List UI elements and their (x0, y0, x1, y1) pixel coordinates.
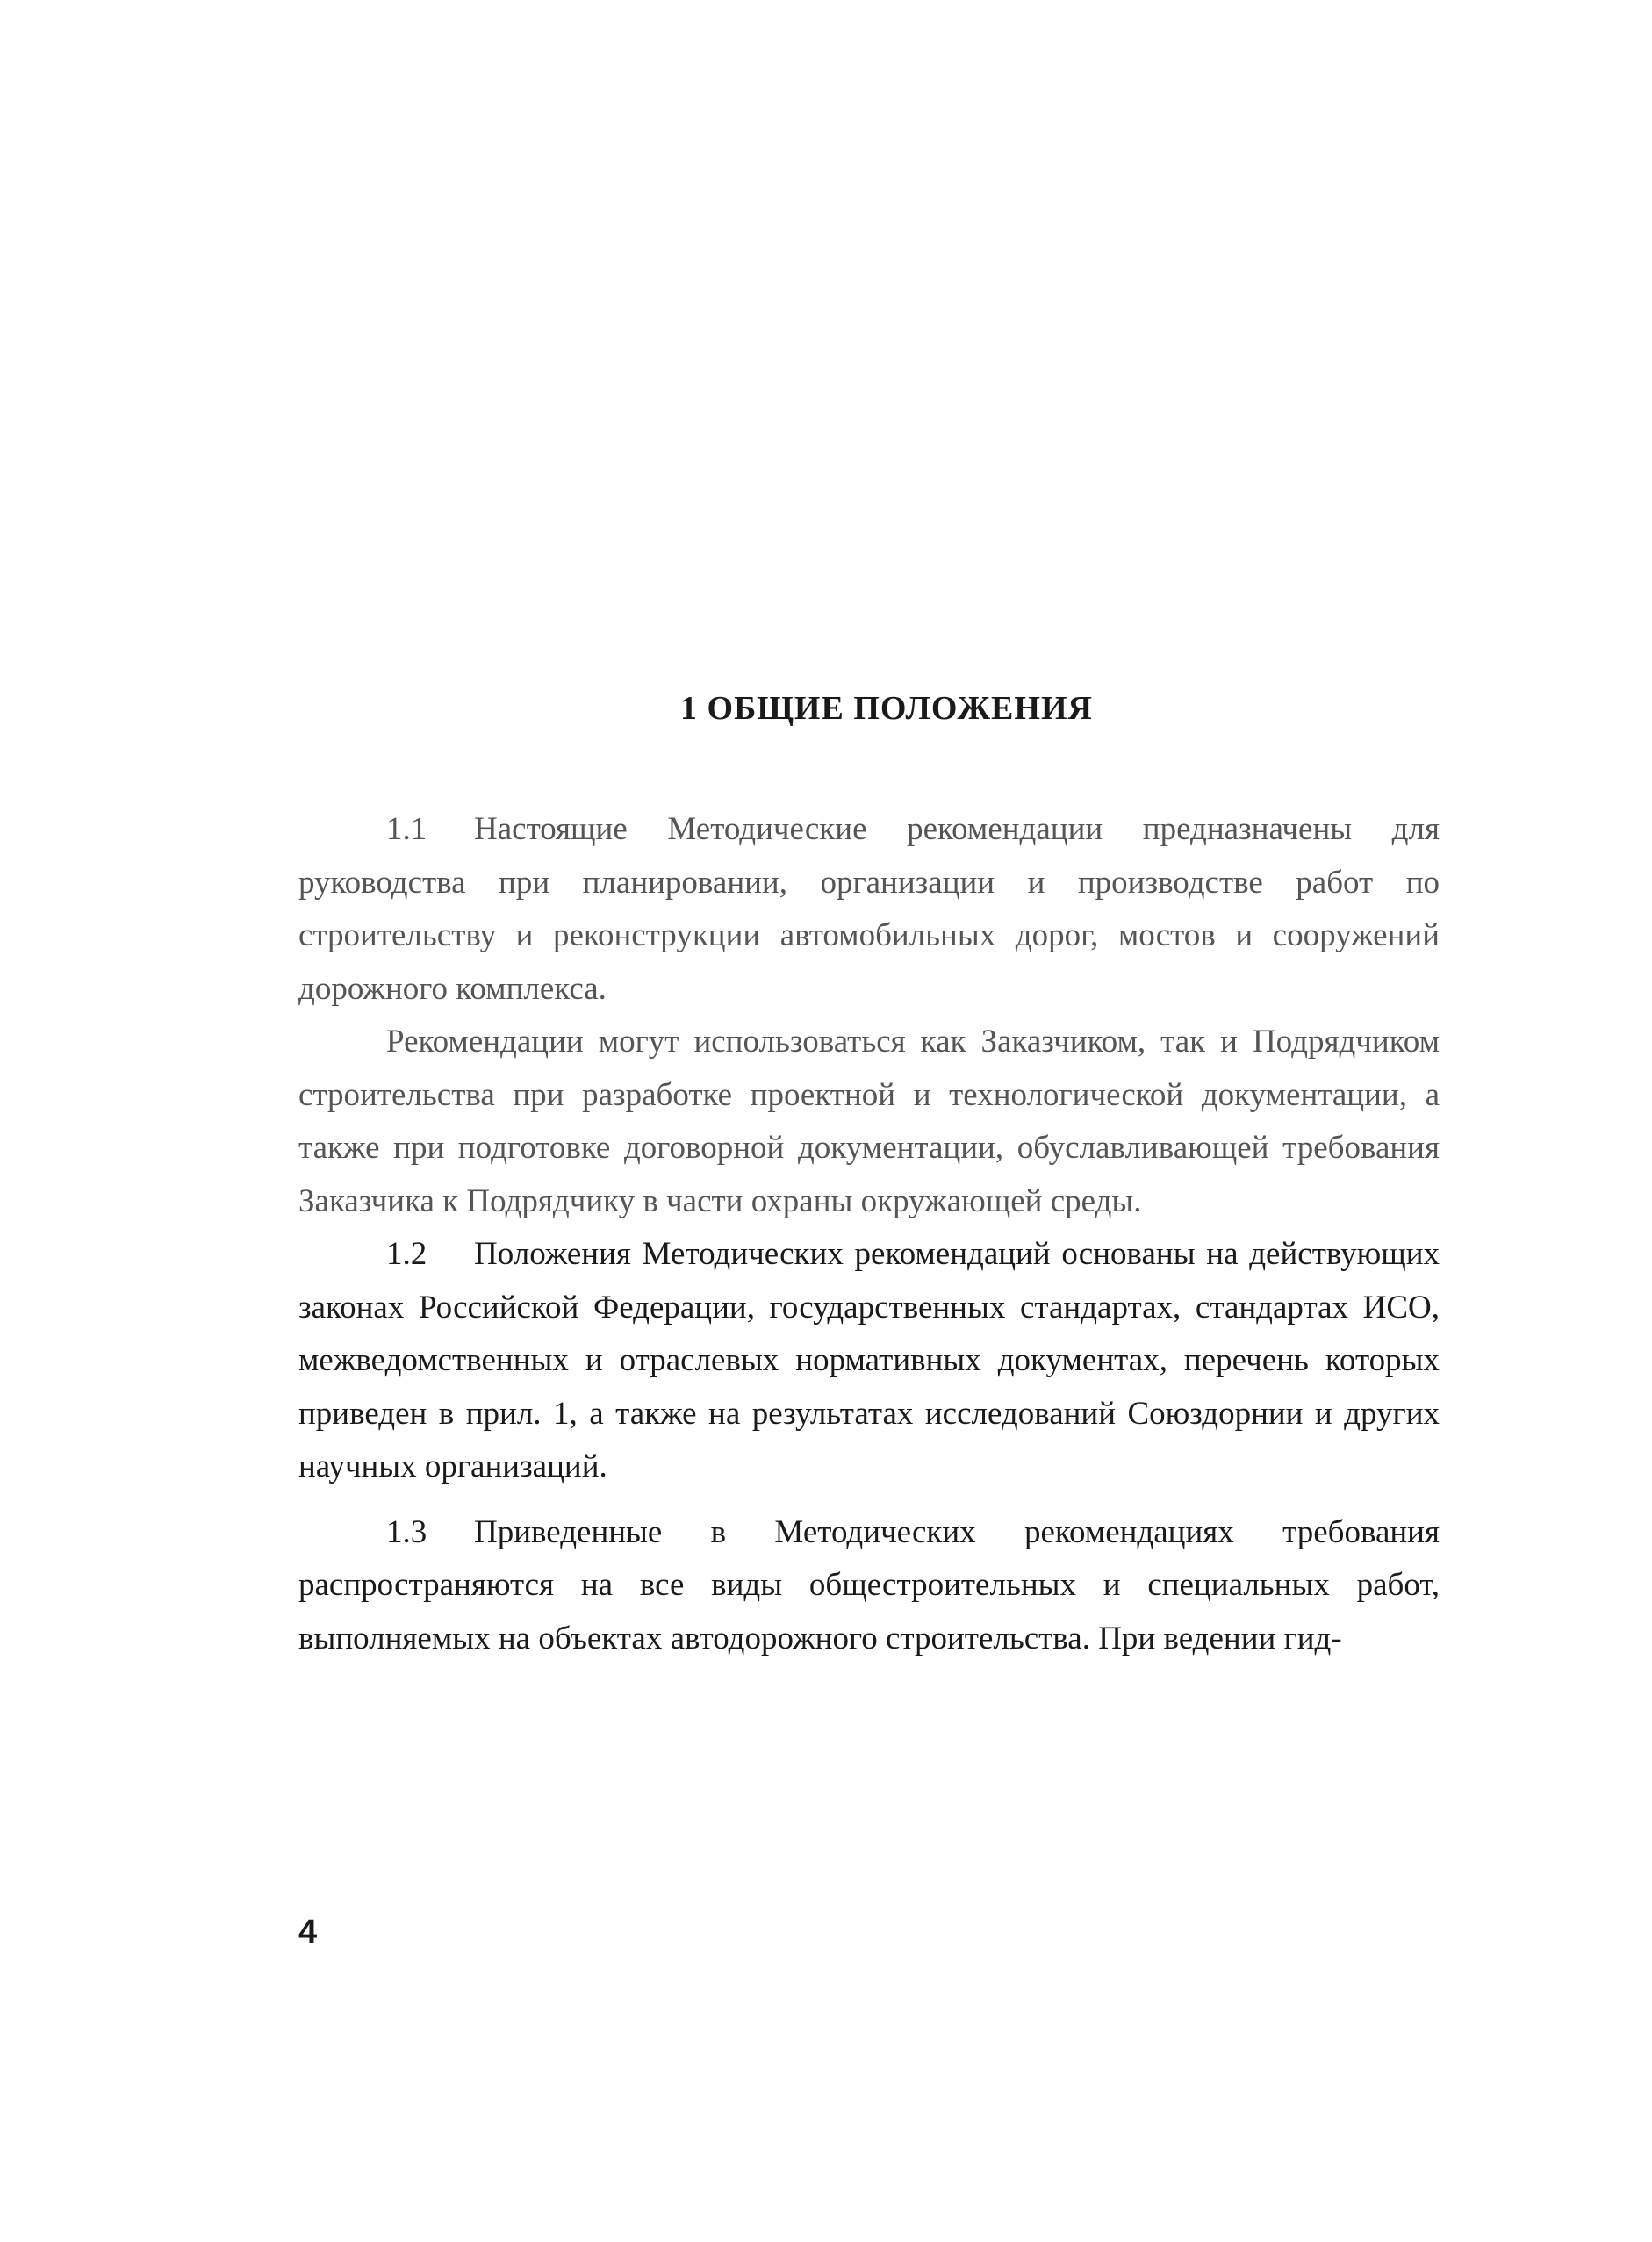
paragraph-1-1 (298, 803, 1440, 1016)
paragraph-1-3 (298, 1506, 1440, 1666)
paragraph-text: Приведенные в Методических рекомендациях требования распространяются на все виды общестроительных и специальных работ, выполняемых на объектах автодорожного строительства. При ведении гид- (298, 1513, 1440, 1656)
paragraph-1-2 (298, 1228, 1440, 1494)
paragraph-number: 1.1 (386, 811, 427, 847)
paragraph-text: Настоящие Методические рекомендации предназначены для руководства при планировании, организации и производстве работ по строительству и реконструкции автомобильных дорог, мостов и сооружений дорожного комплекса. (298, 811, 1440, 1007)
section-heading: 1 ОБЩИЕ ПОЛОЖЕНИЯ (680, 690, 1093, 727)
paragraph-number: 1.2 (386, 1236, 427, 1272)
paragraph-text: Рекомендации могут использоваться как Заказчиком, так и Подрядчиком строительства при разработке проектной и технологической документации, а также при подготовке договорной документации, обуславливающей требования Заказчика к Подрядчику в части охраны окружающей среды. (298, 1024, 1440, 1219)
paragraph-text: Положения Методических рекомендаций основаны на действующих законах Российской Федерации, государственных стандартах, стандартах ИСО, межведомственных и отраслевых нормативных документах, перечень которых приведен в прил. 1, а также на результатах исследований Союздорнии и других научных организаций. (298, 1236, 1440, 1484)
page-number: 4 (298, 1914, 318, 1951)
paragraph-recommendations-usage (298, 1016, 1440, 1228)
paragraph-number: 1.3 (386, 1513, 427, 1550)
body-text (298, 803, 1440, 1665)
